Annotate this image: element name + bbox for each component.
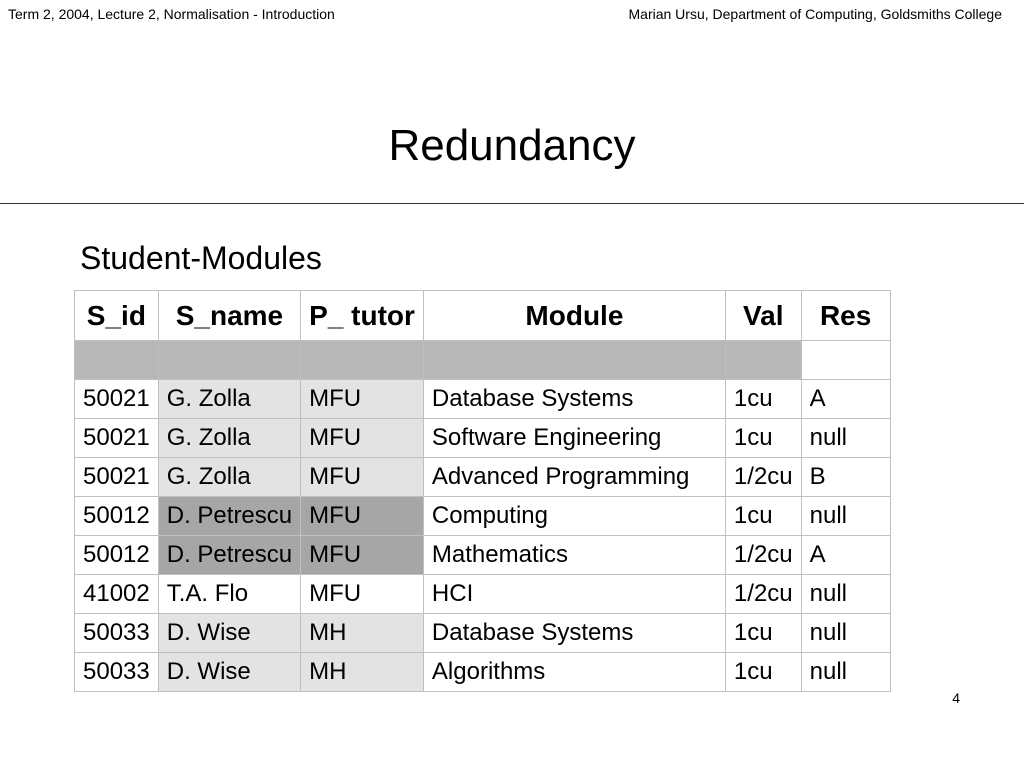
cell-p-tutor: MFU [301,380,424,419]
header-author-info: Marian Ursu, Department of Computing, Goldsmiths College [628,6,1002,22]
cell-s-name: D. Wise [158,653,300,692]
table-caption: Student-Modules [80,240,322,276]
cell-module: Advanced Programming [423,458,725,497]
cell-p-tutor: MFU [301,575,424,614]
table-row [75,614,891,653]
cell-res: A [801,380,890,419]
cell-s-id: 50021 [75,458,159,497]
cell-s-id: 50021 [75,419,159,458]
cell-val: 1cu [725,419,801,458]
cell-res: B [801,458,890,497]
column-header-val: Val [725,291,801,341]
cell-val: 1cu [725,380,801,419]
cell-res: A [801,536,890,575]
cell-s-name: G. Zolla [158,380,300,419]
cell-s-id: 50033 [75,653,159,692]
cell-s-name: D. Wise [158,614,300,653]
cell-p-tutor: MH [301,614,424,653]
cell-p-tutor: MFU [301,497,424,536]
cell-s-name: D. Petrescu [158,497,300,536]
cell-module: Computing [423,497,725,536]
cell-module: Algorithms [423,653,725,692]
cell-p-tutor: MH [301,653,424,692]
cell-val: 1cu [725,614,801,653]
student-modules-table [74,290,891,692]
cell-val: 1cu [725,497,801,536]
table-row [75,497,891,536]
cell-s-id: 50012 [75,536,159,575]
column-header-module: Module [423,291,725,341]
slide-title: Redundancy [388,121,636,170]
table-row [75,419,891,458]
cell-res: null [801,614,890,653]
cell-val: 1cu [725,653,801,692]
cell-val: 1/2cu [725,536,801,575]
cell-res: null [801,575,890,614]
column-header-p-tutor: P_ tutor [301,291,424,341]
cell-s-name: G. Zolla [158,458,300,497]
cell-module: HCI [423,575,725,614]
cell-s-id: 50033 [75,614,159,653]
cell-p-tutor: MFU [301,536,424,575]
cell-s-id: 50021 [75,380,159,419]
cell-res: null [801,497,890,536]
cell-val: 1/2cu [725,458,801,497]
table-header-row [75,291,891,341]
cell-s-name: G. Zolla [158,419,300,458]
cell-module: Software Engineering [423,419,725,458]
header-lecture-info: Term 2, 2004, Lecture 2, Normalisation - Introduction [8,6,335,22]
table-row [75,653,891,692]
cell-module: Database Systems [423,614,725,653]
cell-p-tutor: MFU [301,419,424,458]
page-number: 4 [952,690,960,706]
cell-module: Mathematics [423,536,725,575]
cell-res: null [801,419,890,458]
table-row [75,536,891,575]
cell-s-name: T.A. Flo [158,575,300,614]
table-row [75,458,891,497]
title-divider [0,203,1024,204]
table-row [75,575,891,614]
cell-res: null [801,653,890,692]
table-row [75,380,891,419]
header-separator [75,341,891,380]
column-header-s-id: S_id [75,291,159,341]
cell-val: 1/2cu [725,575,801,614]
column-header-s-name: S_name [158,291,300,341]
cell-s-id: 41002 [75,575,159,614]
cell-s-name: D. Petrescu [158,536,300,575]
column-header-res: Res [801,291,890,341]
cell-module: Database Systems [423,380,725,419]
cell-p-tutor: MFU [301,458,424,497]
cell-s-id: 50012 [75,497,159,536]
